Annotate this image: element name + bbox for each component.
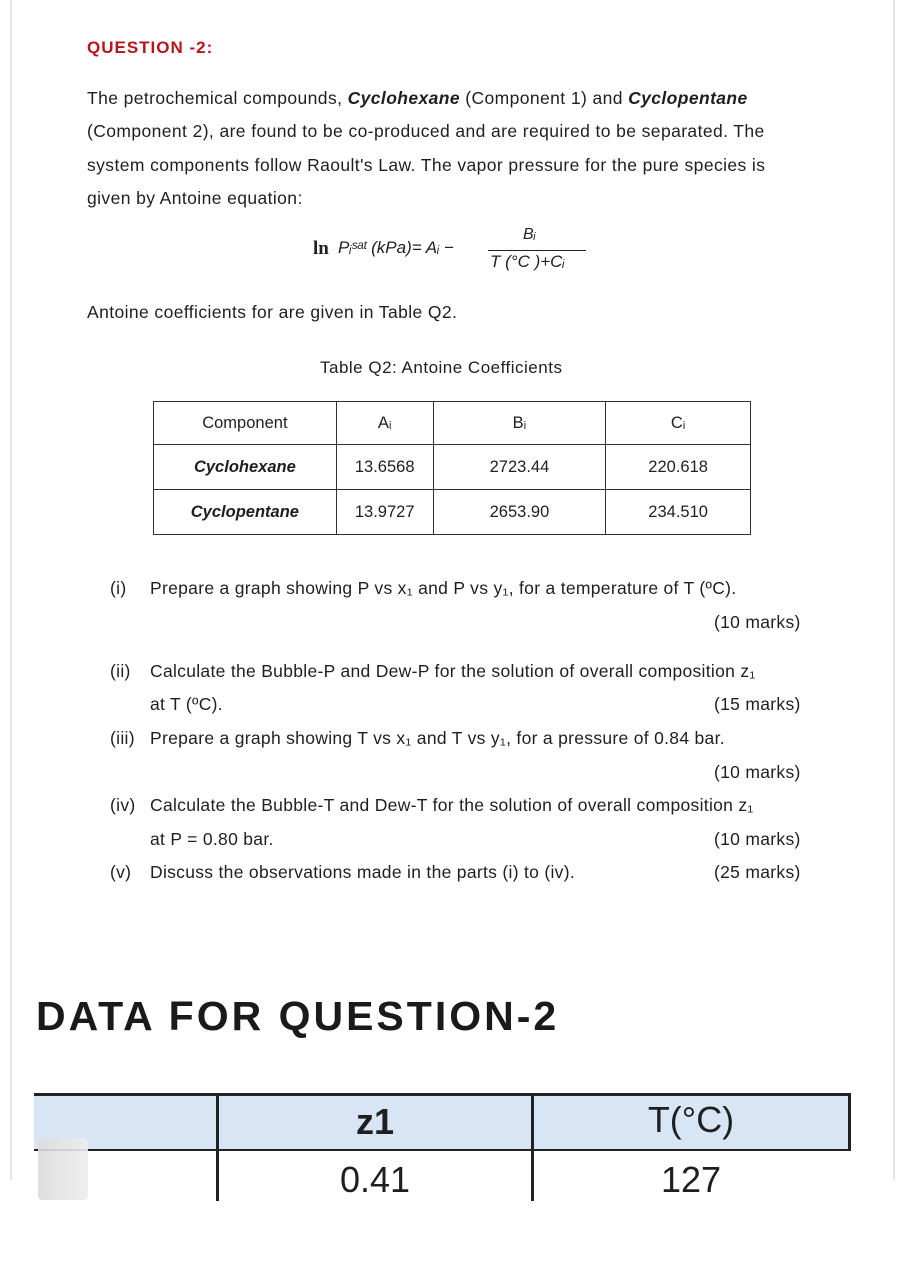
item-marks: (10 marks) bbox=[714, 612, 801, 632]
page-edge-right bbox=[893, 0, 895, 1180]
column-divider bbox=[848, 1093, 851, 1151]
item-continuation: at P = 0.80 bar. bbox=[150, 829, 274, 849]
fraction-bar bbox=[488, 250, 586, 251]
item-number: (iv) bbox=[110, 795, 136, 815]
antoine-note: Antoine coefficients for are given in Table Q2. bbox=[87, 302, 458, 322]
header-temperature: T(°C) bbox=[647, 1099, 735, 1140]
intro-line-2: (Component 2), are found to be co-produced and are required to be separated. The bbox=[87, 121, 765, 141]
item-number: (i) bbox=[110, 578, 127, 598]
antoine-table bbox=[153, 401, 751, 535]
item-text: Calculate the Bubble-T and Dew-T for the solution of overall composition z₁ bbox=[150, 795, 754, 815]
equation-denominator: T (°C )+Cᵢ bbox=[490, 252, 565, 271]
item-text: Prepare a graph showing P vs x₁ and P vs y₁, for a temperature of T (ºC). bbox=[150, 578, 737, 598]
item-marks: (15 marks) bbox=[714, 694, 801, 714]
question-title: QUESTION -2: bbox=[87, 38, 214, 57]
table-row bbox=[154, 445, 751, 490]
header-a: Aᵢ bbox=[336, 402, 433, 445]
header-b: Bᵢ bbox=[433, 402, 606, 445]
cell-c: 234.510 bbox=[606, 490, 751, 535]
page-edge-left bbox=[10, 0, 12, 1180]
item-marks: (25 marks) bbox=[714, 862, 801, 882]
header-z1: z1 bbox=[355, 1101, 395, 1142]
item-number: (ii) bbox=[110, 661, 131, 681]
data-table bbox=[34, 1093, 851, 1201]
cell-b: 2723.44 bbox=[433, 445, 606, 490]
value-z1: 0.41 bbox=[339, 1159, 411, 1200]
table-row bbox=[154, 490, 751, 535]
header-component: Component bbox=[154, 402, 337, 445]
table-caption: Table Q2: Antoine Coefficients bbox=[320, 358, 563, 377]
intro-text: The petrochemical compounds, bbox=[87, 88, 348, 108]
item-marks: (10 marks) bbox=[714, 829, 801, 849]
component-1-name: Cyclohexane bbox=[347, 88, 460, 108]
header-c: Cᵢ bbox=[606, 402, 751, 445]
intro-text: (Component 1) and bbox=[460, 88, 629, 108]
item-text: Prepare a graph showing T vs x₁ and T vs y₁, for a pressure of 0.84 bar. bbox=[150, 728, 725, 748]
cell-c: 220.618 bbox=[606, 445, 751, 490]
blurred-region bbox=[38, 1138, 88, 1200]
cell-a: 13.6568 bbox=[336, 445, 433, 490]
equation-numerator: Bᵢ bbox=[523, 226, 536, 243]
cell-component: Cyclopentane bbox=[154, 490, 337, 535]
item-number: (iii) bbox=[110, 728, 135, 748]
cell-a: 13.9727 bbox=[336, 490, 433, 535]
data-section-title: DATA FOR QUESTION-2 bbox=[36, 993, 560, 1039]
item-text: Discuss the observations made in the parts (i) to (iv). bbox=[150, 862, 575, 882]
component-2-name: Cyclopentane bbox=[628, 88, 748, 108]
item-marks: (10 marks) bbox=[714, 762, 801, 782]
equation-lhs: Pᵢˢᵃᵗ (kPa)= Aᵢ − bbox=[338, 238, 454, 257]
cell-component: Cyclohexane bbox=[154, 445, 337, 490]
item-number: (v) bbox=[110, 862, 132, 882]
cell-b: 2653.90 bbox=[433, 490, 606, 535]
intro-line-4: given by Antoine equation: bbox=[87, 188, 303, 208]
table-header-row bbox=[154, 402, 751, 445]
equation-ln: ln bbox=[313, 238, 329, 259]
intro-line-1 bbox=[87, 88, 748, 109]
item-continuation: at T (ºC). bbox=[150, 694, 223, 714]
intro-line-3: system components follow Raoult's Law. The vapor pressure for the pure species is bbox=[87, 155, 766, 175]
item-text: Calculate the Bubble-P and Dew-P for the solution of overall composition z₁ bbox=[150, 661, 756, 681]
value-temperature: 127 bbox=[660, 1159, 722, 1200]
